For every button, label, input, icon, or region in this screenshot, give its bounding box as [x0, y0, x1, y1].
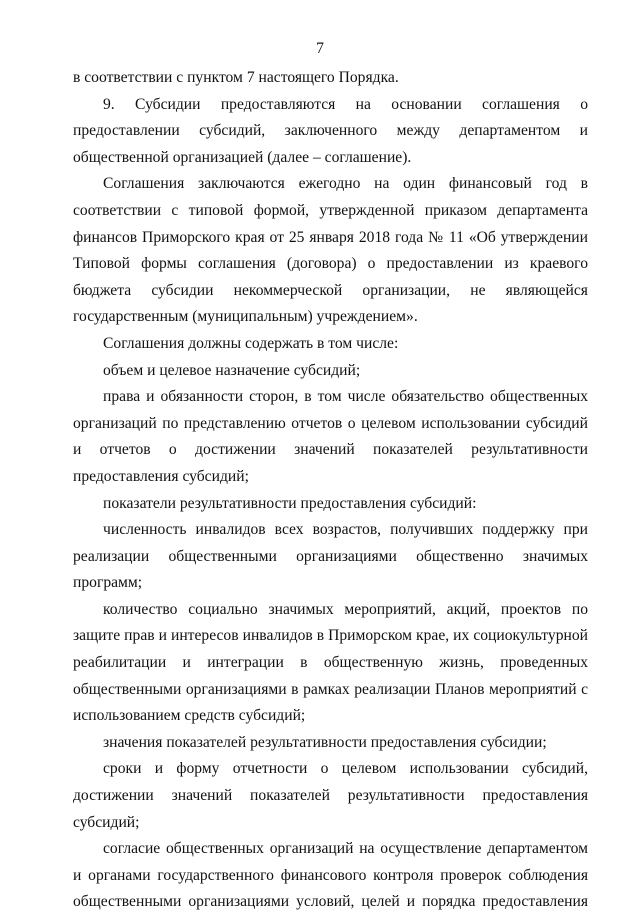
paragraph-agreements-concluded: Соглашения заключаются ежегодно на один финансовый год в соответствии с типовой формой, утвержденной приказом департамента финансов Приморского края от 25 января 2018 года № 11 «Об утверждении Типовой формы соглашения (договора) о предоставлении из краевого бюджета субсидии некоммерческой организации, не являющейся государственным (муниципальным) учреждением».	[73, 175, 588, 326]
paragraph-item-9: 9. Субсидии предоставляются на основании соглашения о предоставлении субсидий, заключенного между департаментом и общественной организацией (далее – соглашение).	[73, 95, 588, 166]
paragraph-number-of-disabled: численность инвалидов всех возрастов, получивших поддержку при реализации общественными организациями общественно значимых программ;	[73, 521, 588, 592]
paragraph-agreements-contain: Соглашения должны содержать в том числе:	[103, 334, 399, 352]
document-body	[73, 65, 588, 916]
paragraph-volume-purpose: объем и целевое назначение субсидий;	[103, 361, 361, 379]
paragraph-indicator-values: значения показателей результативности предоставления субсидии;	[103, 733, 547, 751]
paragraph-number-of-events: количество социально значимых мероприятий, акций, проектов по защите прав и интересов инвалидов в Приморском крае, их социокультурной реабилитации и интеграции в общественную жизнь, проведенных общественными организациями в рамках реализации Планов мероприятий с использованием средств субсидий;	[73, 600, 588, 725]
paragraph-performance-indicators: показатели результативности предоставления субсидий:	[103, 494, 477, 512]
paragraph-reporting-terms: сроки и форму отчетности о целевом использовании субсидий, достижении значений показателей результативности предоставления субсидий;	[73, 760, 588, 831]
paragraph-rights-obligations: права и обязанности сторон, в том числе обязательство общественных организаций по представлению отчетов о целевом использовании субсидий и отчетов о достижении значений показателей результативности предоставления субсидий;	[73, 388, 588, 485]
paragraph-continuation: в соответствии с пунктом 7 настоящего Порядка.	[73, 69, 399, 86]
paragraph-consent-audits: согласие общественных организаций на осуществление департаментом и органами государственного финансового контроля проверок соблюдения общественными организациями условий, целей и порядка предоставления	[73, 840, 588, 911]
page-number: 7	[316, 40, 324, 57]
